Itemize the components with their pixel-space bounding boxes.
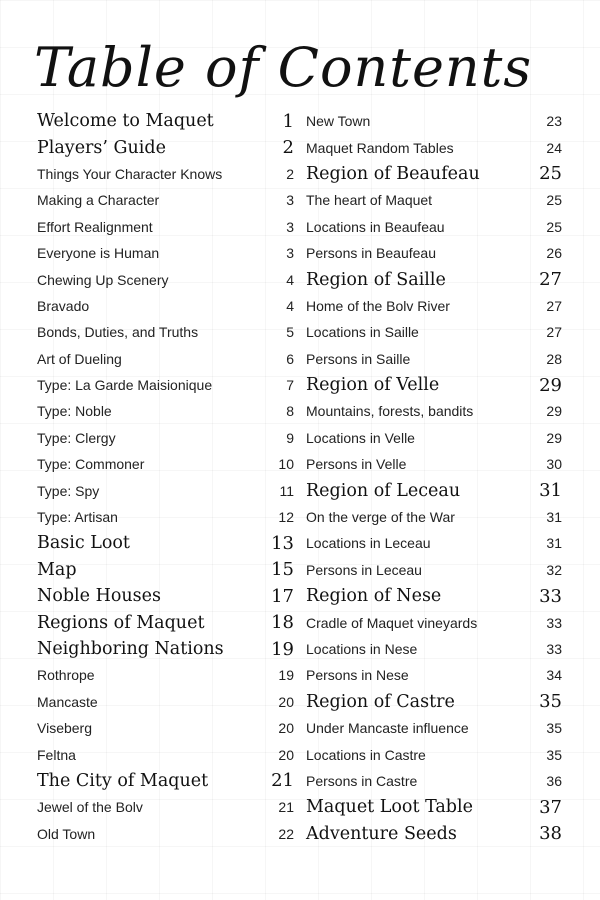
toc-page-number: 8 — [286, 403, 294, 420]
toc-page-number: 9 — [286, 429, 294, 446]
toc-entry-label: Type: Noble — [37, 403, 112, 420]
toc-section-entry[interactable] — [37, 557, 294, 583]
toc-subsection-entry[interactable] — [37, 794, 294, 820]
toc-subsection-entry[interactable] — [306, 609, 562, 635]
toc-entry-label: Under Mancaste influence — [306, 720, 469, 737]
toc-page-number: 6 — [286, 350, 294, 367]
toc-subsection-entry[interactable] — [306, 134, 562, 160]
toc-entry-label: Region of Beaufeau — [306, 163, 480, 184]
toc-page-number: 21 — [278, 799, 294, 816]
toc-entry-label: On the verge of the War — [306, 509, 455, 526]
toc-page-number: 32 — [546, 561, 562, 578]
toc-entry-label: Cradle of Maquet vineyards — [306, 614, 478, 631]
toc-subsection-entry[interactable] — [306, 425, 562, 451]
toc-page-number: 33 — [546, 614, 562, 631]
toc-subsection-entry[interactable] — [37, 346, 294, 372]
toc-page-number: 24 — [546, 139, 562, 156]
toc-page-number: 38 — [539, 823, 562, 845]
toc-entry-label: Persons in Leceau — [306, 561, 422, 578]
toc-subsection-entry[interactable] — [37, 319, 294, 345]
toc-entry-label: New Town — [306, 113, 371, 130]
toc-entry-label: Effort Realignment — [37, 218, 153, 235]
toc-page-number: 29 — [546, 429, 562, 446]
toc-entry-label: Persons in Nese — [306, 667, 409, 684]
toc-entry-label: The City of Maquet — [37, 770, 209, 791]
toc-left-column — [37, 108, 294, 847]
toc-page-number: 27 — [546, 297, 562, 314]
toc-subsection-entry[interactable] — [306, 504, 562, 530]
page-title: Table of Contents — [34, 36, 533, 99]
toc-page-number: 30 — [546, 456, 562, 473]
toc-section-entry[interactable] — [306, 477, 562, 503]
toc-entry-label: Locations in Nese — [306, 641, 418, 657]
toc-subsection-entry[interactable] — [37, 425, 294, 451]
toc-subsection-entry[interactable] — [37, 451, 294, 477]
toc-section-entry[interactable] — [37, 108, 294, 134]
toc-page-number: 1 — [282, 110, 294, 132]
toc-page-number: 35 — [546, 746, 562, 763]
toc-entry-label: Type: Commoner — [37, 456, 145, 473]
toc-section-entry[interactable] — [306, 794, 562, 820]
toc-subsection-entry[interactable] — [306, 346, 562, 372]
toc-subsection-entry[interactable] — [306, 398, 562, 424]
toc-entry-label: Type: Artisan — [37, 509, 118, 526]
toc-page-number: 2 — [286, 165, 294, 182]
toc-entry-label: Bonds, Duties, and Truths — [37, 324, 199, 341]
toc-page-number: 17 — [271, 585, 294, 607]
toc-entry-label: Region of Velle — [306, 375, 440, 396]
toc-subsection-entry[interactable] — [306, 557, 562, 583]
toc-subsection-entry[interactable] — [37, 214, 294, 240]
toc-entry-label: Locations in Castre — [306, 746, 426, 763]
toc-page-number: 27 — [539, 269, 562, 291]
toc-entry-label: The heart of Maquet — [306, 192, 433, 209]
toc-page-number: 21 — [271, 770, 294, 792]
toc-page-number: 3 — [286, 218, 294, 235]
toc-page-number: 4 — [286, 297, 294, 314]
toc-entry-label: Everyone is Human — [37, 245, 160, 262]
toc-page-number: 26 — [546, 245, 562, 262]
toc-section-entry[interactable] — [37, 530, 294, 556]
toc-entry-label: Mancaste — [37, 693, 98, 710]
toc-page-number: 12 — [278, 509, 294, 526]
toc-page-number: 31 — [539, 480, 562, 502]
toc-subsection-entry[interactable] — [37, 741, 294, 767]
toc-entry-label: Regions of Maquet — [37, 612, 205, 633]
toc-subsection-entry[interactable] — [306, 768, 562, 794]
toc-page-number: 29 — [539, 374, 562, 396]
toc-section-entry[interactable] — [306, 161, 562, 187]
toc-subsection-entry[interactable] — [306, 319, 562, 345]
toc-subsection-entry[interactable] — [306, 214, 562, 240]
toc-subsection-entry[interactable] — [37, 715, 294, 741]
toc-page-number: 3 — [286, 192, 294, 209]
toc-entry-label: Noble Houses — [37, 586, 161, 607]
toc-entry-label: Region of Leceau — [306, 480, 461, 501]
toc-page-number: 20 — [278, 720, 294, 737]
toc-entry-label: Persons in Saille — [306, 350, 411, 367]
toc-page-number: 37 — [539, 796, 562, 818]
toc-entry-label: Chewing Up Scenery — [37, 271, 169, 288]
toc-subsection-entry[interactable] — [37, 240, 294, 266]
toc-subsection-entry[interactable] — [306, 293, 562, 319]
toc-section-entry[interactable] — [306, 266, 562, 292]
toc-entry-label: Adventure Seeds — [306, 823, 457, 844]
toc-page-number: 25 — [539, 163, 562, 185]
toc-page-number: 10 — [278, 456, 294, 473]
toc-entry-label: Basic Loot — [37, 533, 130, 554]
toc-page-number: 11 — [279, 482, 294, 499]
toc-subsection-entry[interactable] — [306, 715, 562, 741]
toc-section-entry[interactable] — [306, 583, 562, 609]
toc-page-number: 25 — [546, 218, 562, 235]
toc-subsection-entry[interactable] — [306, 240, 562, 266]
toc-entry-label: Home of the Bolv River — [306, 297, 450, 314]
toc-subsection-entry[interactable] — [37, 504, 294, 530]
toc-entry-label: Things Your Character Knows — [37, 165, 223, 182]
toc-entry-label: Maquet Loot Table — [306, 797, 473, 818]
toc-subsection-entry[interactable] — [306, 187, 562, 213]
toc-subsection-entry[interactable] — [37, 398, 294, 424]
toc-page-number: 2 — [282, 137, 294, 159]
toc-entry-label: Type: Clergy — [37, 429, 116, 446]
toc-section-entry[interactable] — [37, 636, 294, 662]
toc-page-number: 31 — [546, 509, 562, 526]
toc-entry-label: Type: Spy — [37, 482, 100, 499]
toc-entry-label: Type: La Garde Maisionique — [37, 377, 213, 394]
toc-entry-label: Persons in Castre — [306, 772, 418, 789]
toc-page-number: 4 — [286, 271, 294, 288]
toc-section-entry[interactable] — [37, 609, 294, 635]
toc-entry-label: Locations in Saille — [306, 324, 419, 341]
toc-entry-label: Locations in Velle — [306, 429, 415, 446]
toc-subsection-entry[interactable] — [37, 293, 294, 319]
toc-subsection-entry[interactable] — [306, 108, 562, 134]
toc-page-number: 13 — [271, 532, 294, 554]
toc-page-number: 3 — [286, 245, 294, 262]
toc-page-number: 19 — [278, 667, 294, 684]
toc-page-number: 35 — [539, 691, 562, 713]
toc-page-number: 15 — [271, 559, 294, 581]
toc-section-entry[interactable] — [306, 689, 562, 715]
toc-entry-label: Region of Nese — [306, 586, 442, 607]
toc-entry-label: Map — [37, 559, 77, 580]
toc-page-number: 29 — [546, 403, 562, 420]
toc-page-number: 27 — [546, 324, 562, 341]
toc-entry-label: Locations in Leceau — [306, 535, 431, 552]
toc-page-number: 33 — [546, 641, 562, 657]
toc-entry-label: Maquet Random Tables — [306, 139, 454, 156]
toc-subsection-entry[interactable] — [37, 372, 294, 398]
toc-page-number: 34 — [546, 667, 562, 684]
toc-subsection-entry[interactable] — [37, 266, 294, 292]
toc-section-entry[interactable] — [37, 768, 294, 794]
toc-entry-label: Mountains, forests, bandits — [306, 403, 474, 420]
toc-subsection-entry[interactable] — [37, 161, 294, 187]
toc-section-entry[interactable] — [37, 583, 294, 609]
toc-page-number: 18 — [271, 612, 294, 634]
toc-entry-label: Feltna — [37, 746, 76, 763]
toc-subsection-entry[interactable] — [37, 689, 294, 715]
toc-page-number: 36 — [546, 772, 562, 789]
toc-entry-label: Locations in Beaufeau — [306, 218, 445, 235]
toc-section-entry[interactable] — [306, 372, 562, 398]
toc-page-number: 19 — [271, 638, 294, 660]
toc-entry-label: Region of Saille — [306, 269, 446, 290]
toc-subsection-entry[interactable] — [306, 530, 562, 556]
toc-section-entry[interactable] — [37, 134, 294, 160]
toc-subsection-entry[interactable] — [306, 451, 562, 477]
toc-subsection-entry[interactable] — [306, 741, 562, 767]
toc-page-number: 20 — [278, 746, 294, 763]
toc-subsection-entry[interactable] — [37, 662, 294, 688]
toc-subsection-entry[interactable] — [37, 187, 294, 213]
toc-entry-label: Art of Dueling — [37, 350, 122, 367]
toc-section-entry[interactable] — [306, 821, 562, 847]
toc-entry-label: Region of Castre — [306, 691, 455, 712]
toc-entry-label: Old Town — [37, 825, 96, 842]
toc-entry-label: Neighboring Nations — [37, 639, 224, 659]
toc-page-number: 7 — [286, 377, 294, 394]
toc-entry-label: Making a Character — [37, 192, 160, 209]
toc-entry-label: Rothrope — [37, 667, 95, 684]
toc-page-number: 25 — [546, 192, 562, 209]
toc-page-number: 20 — [278, 693, 294, 710]
toc-page-number: 5 — [286, 324, 294, 341]
toc-page-number: 22 — [278, 825, 294, 842]
toc-page-number: 31 — [546, 535, 562, 552]
toc-entry-label: Persons in Beaufeau — [306, 245, 436, 262]
toc-page-number: 35 — [546, 720, 562, 737]
toc-page-number: 33 — [539, 585, 562, 607]
toc-subsection-entry[interactable] — [37, 477, 294, 503]
toc-entry-label: Persons in Velle — [306, 456, 407, 473]
toc-subsection-entry[interactable] — [306, 662, 562, 688]
toc-entry-label: Welcome to Maquet — [37, 111, 214, 132]
toc-subsection-entry[interactable] — [306, 636, 562, 662]
toc-right-column — [306, 108, 562, 847]
toc-entry-label: Bravado — [37, 297, 90, 314]
toc-entry-label: Jewel of the Bolv — [37, 799, 143, 816]
toc-entry-label: Viseberg — [37, 720, 93, 737]
toc-entry-label: Players’ Guide — [37, 137, 166, 158]
toc-subsection-entry[interactable] — [37, 821, 294, 847]
toc-page-number: 23 — [546, 113, 562, 130]
toc-page-number: 28 — [546, 350, 562, 367]
